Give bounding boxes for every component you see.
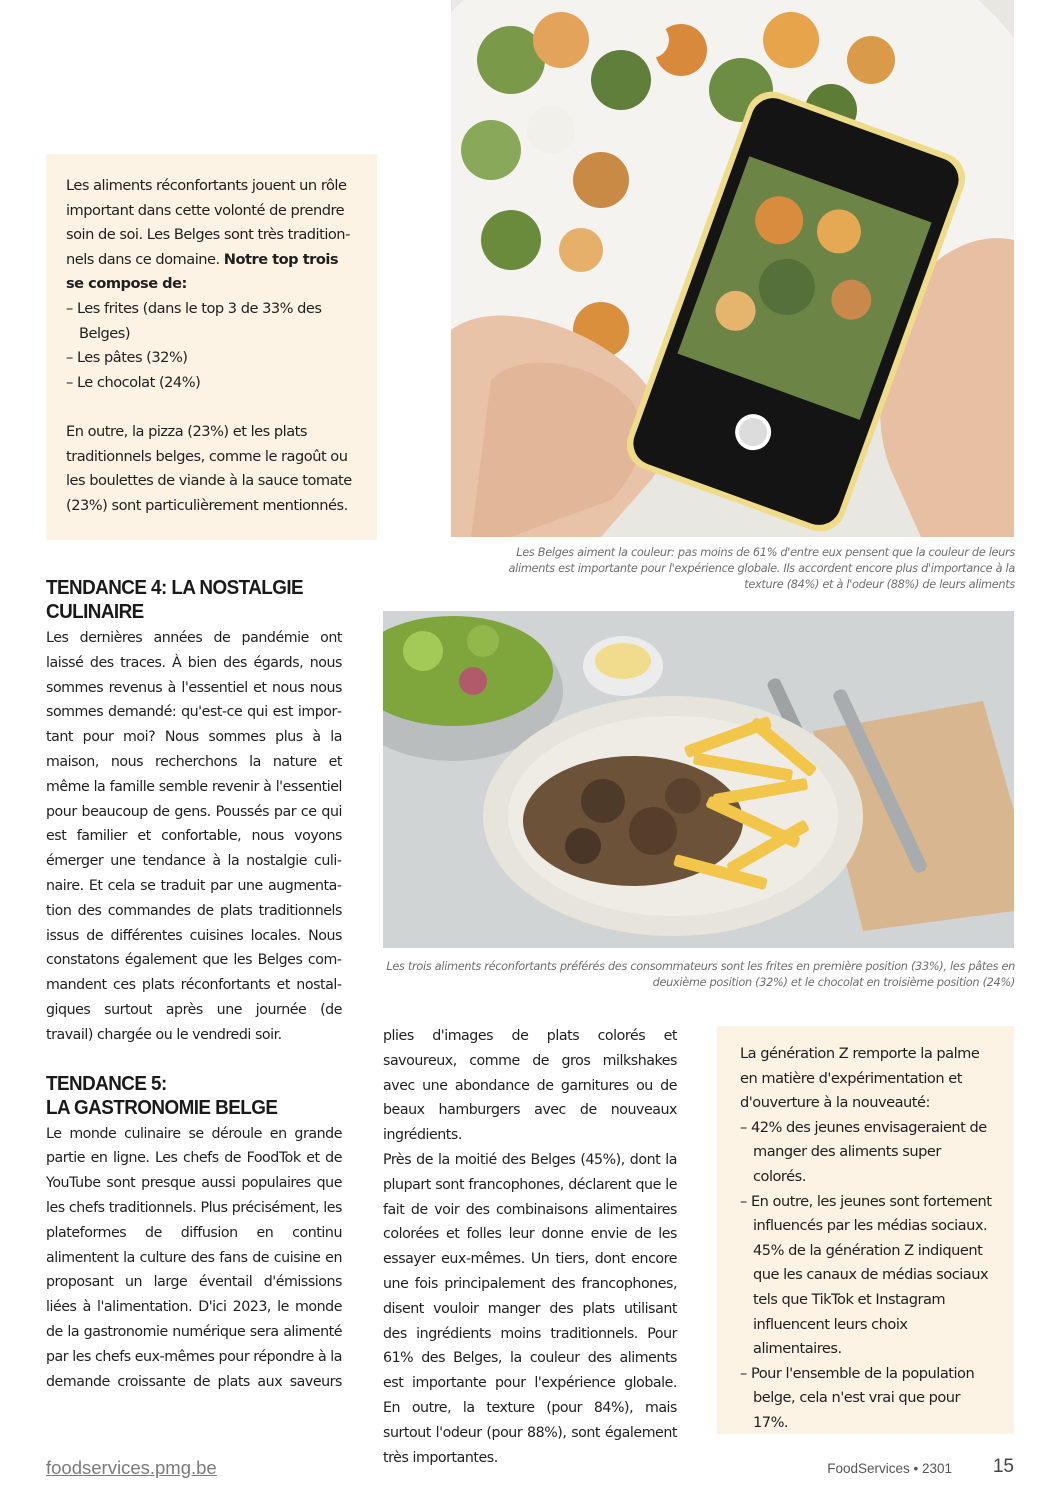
info-box-gen-z [717,1026,1014,1434]
trend4-title: TENDANCE 4: LA NOSTALGIE CULINAIRE [46,576,304,623]
trend5-title: TENDANCE 5: LA GASTRONOMIE BELGE [46,1071,278,1119]
info-box-comfort-food [46,154,377,540]
gen-z-list [740,1116,994,1436]
list-item: – Les pâtes (32%) [66,346,357,371]
left-column [46,576,342,1395]
list-item: – Pour l'ensemble de la population belge, cela n'est vrai que pour 17%. [740,1362,994,1436]
comfort-food-intro: Les aliments réconfortants jouent un rôle important dans cette volonté de prendre soin de soi. Les Belges sont très traditionnels dans ce domaine. Notre top trois se compose de: [66,177,351,293]
comfort-food-list [66,297,357,395]
list-item: – Les frites (dans le top 3 de 33% des Belges) [66,297,357,346]
middle-para-2: Près de la moitié des Belges (45%), dont la plupart sont francophones, déclarent que le fait de voir des combinaisons alimentaires colorées et folles leur donne envie de les essayer eux-mêmes. Un tiers, dont encore une fois principalement des francophones, disent vouloir manger des plats utilisant des ingrédients moins traditionnels. Pour 61% des Belges, la couleur des aliments est importante pour l'expérience globale. En outre, la texture (pour 84%), mais surtout l'odeur (pour 88%), sont également très importantes. [383,1151,677,1466]
list-item: – 42% des jeunes envisageraient de manger des aliments super colorés. [740,1116,994,1190]
trend4-body: Les dernières années de pandémie ont laissé des traces. À bien des égards, nous sommes revenus à l'essentiel et nous nous sommes demandé: qu'est-ce qui est important pour moi? Nous sommes plus à la maison, nous recherchons la nature et même la famille semble revenir à l'essentiel pour beaucoup de gens. Poussés par ce qui est familier et confortable, nous voyons émerger une tendance à la nostalgie culinaire. Et cela se traduit par une augmentation des commandes de plats traditionnels issus de différentes cuisines locales. Nous constatons également que les Belges commandent ces plats réconfortants et nostalgiques surtout après une journée (de travail) chargée ou le vendredi soir. [46,630,342,1043]
photo-stew-fries [383,611,1014,948]
trend5-body: Le monde culinaire se déroule en grande partie en ligne. Les chefs de FoodTok et de YouTube sont presque aussi populaires que les chefs traditionnels. Plus précisément, les plateformes de diffusion en continu alimentent la culture des fans de cuisine en proposant un large éventail d'émissions liées à l'alimentation. D'ici 2023, le monde de la gastronomie numérique sera alimenté par les chefs eux-mêmes pour répondre à la demande croissante de plats aux saveurs [46,1125,342,1390]
caption-salad-photo: Les Belges aiment la couleur: pas moins de 61% d'entre eux pensent que la couleur de leurs aliments est importante pour l'expérience globale. Ils accordent encore plus d'importance à la texture (84%) et à l'odeur (88%) de leurs aliments [508,546,1015,592]
list-item: – En outre, les jeunes sont fortement influencés par les médias sociaux. 45% de la génération Z indiquent que les canaux de médias sociaux tels que TikTok et Instagram influencent leurs choix alimentaires. [740,1190,994,1362]
footer-magazine-issue: FoodServices • 2301 [827,1461,952,1476]
middle-column [383,1024,677,1470]
middle-para-1: plies d'images de plats colorés et savoureux, comme de gros milkshakes avec une abondance de garnitures ou de beaux hamburgers avec de nouveaux ingrédients. [383,1028,677,1144]
gen-z-intro: La génération Z remporte la palme en matière d'expérimentation et d'ouverture à la nouveauté: [740,1045,980,1112]
page-number: 15 [992,1456,1014,1477]
caption-stew-photo: Les trois aliments réconfortants préférés des consommateurs sont les frites en première position (33%), les pâtes en deuxième position (32%) et le chocolat en troisième position (24%) [386,960,1015,990]
comfort-food-outro: En outre, la pizza (23%) et les plats traditionnels belges, comme le ragoût ou les boulettes de viande à la sauce tomate (23%) sont particulièrement mentionnés. [66,422,352,514]
footer-website-link[interactable]: foodservices.pmg.be [46,1457,217,1478]
list-item: – Le chocolat (24%) [66,371,357,396]
photo-salad-smartphone [451,0,1014,537]
